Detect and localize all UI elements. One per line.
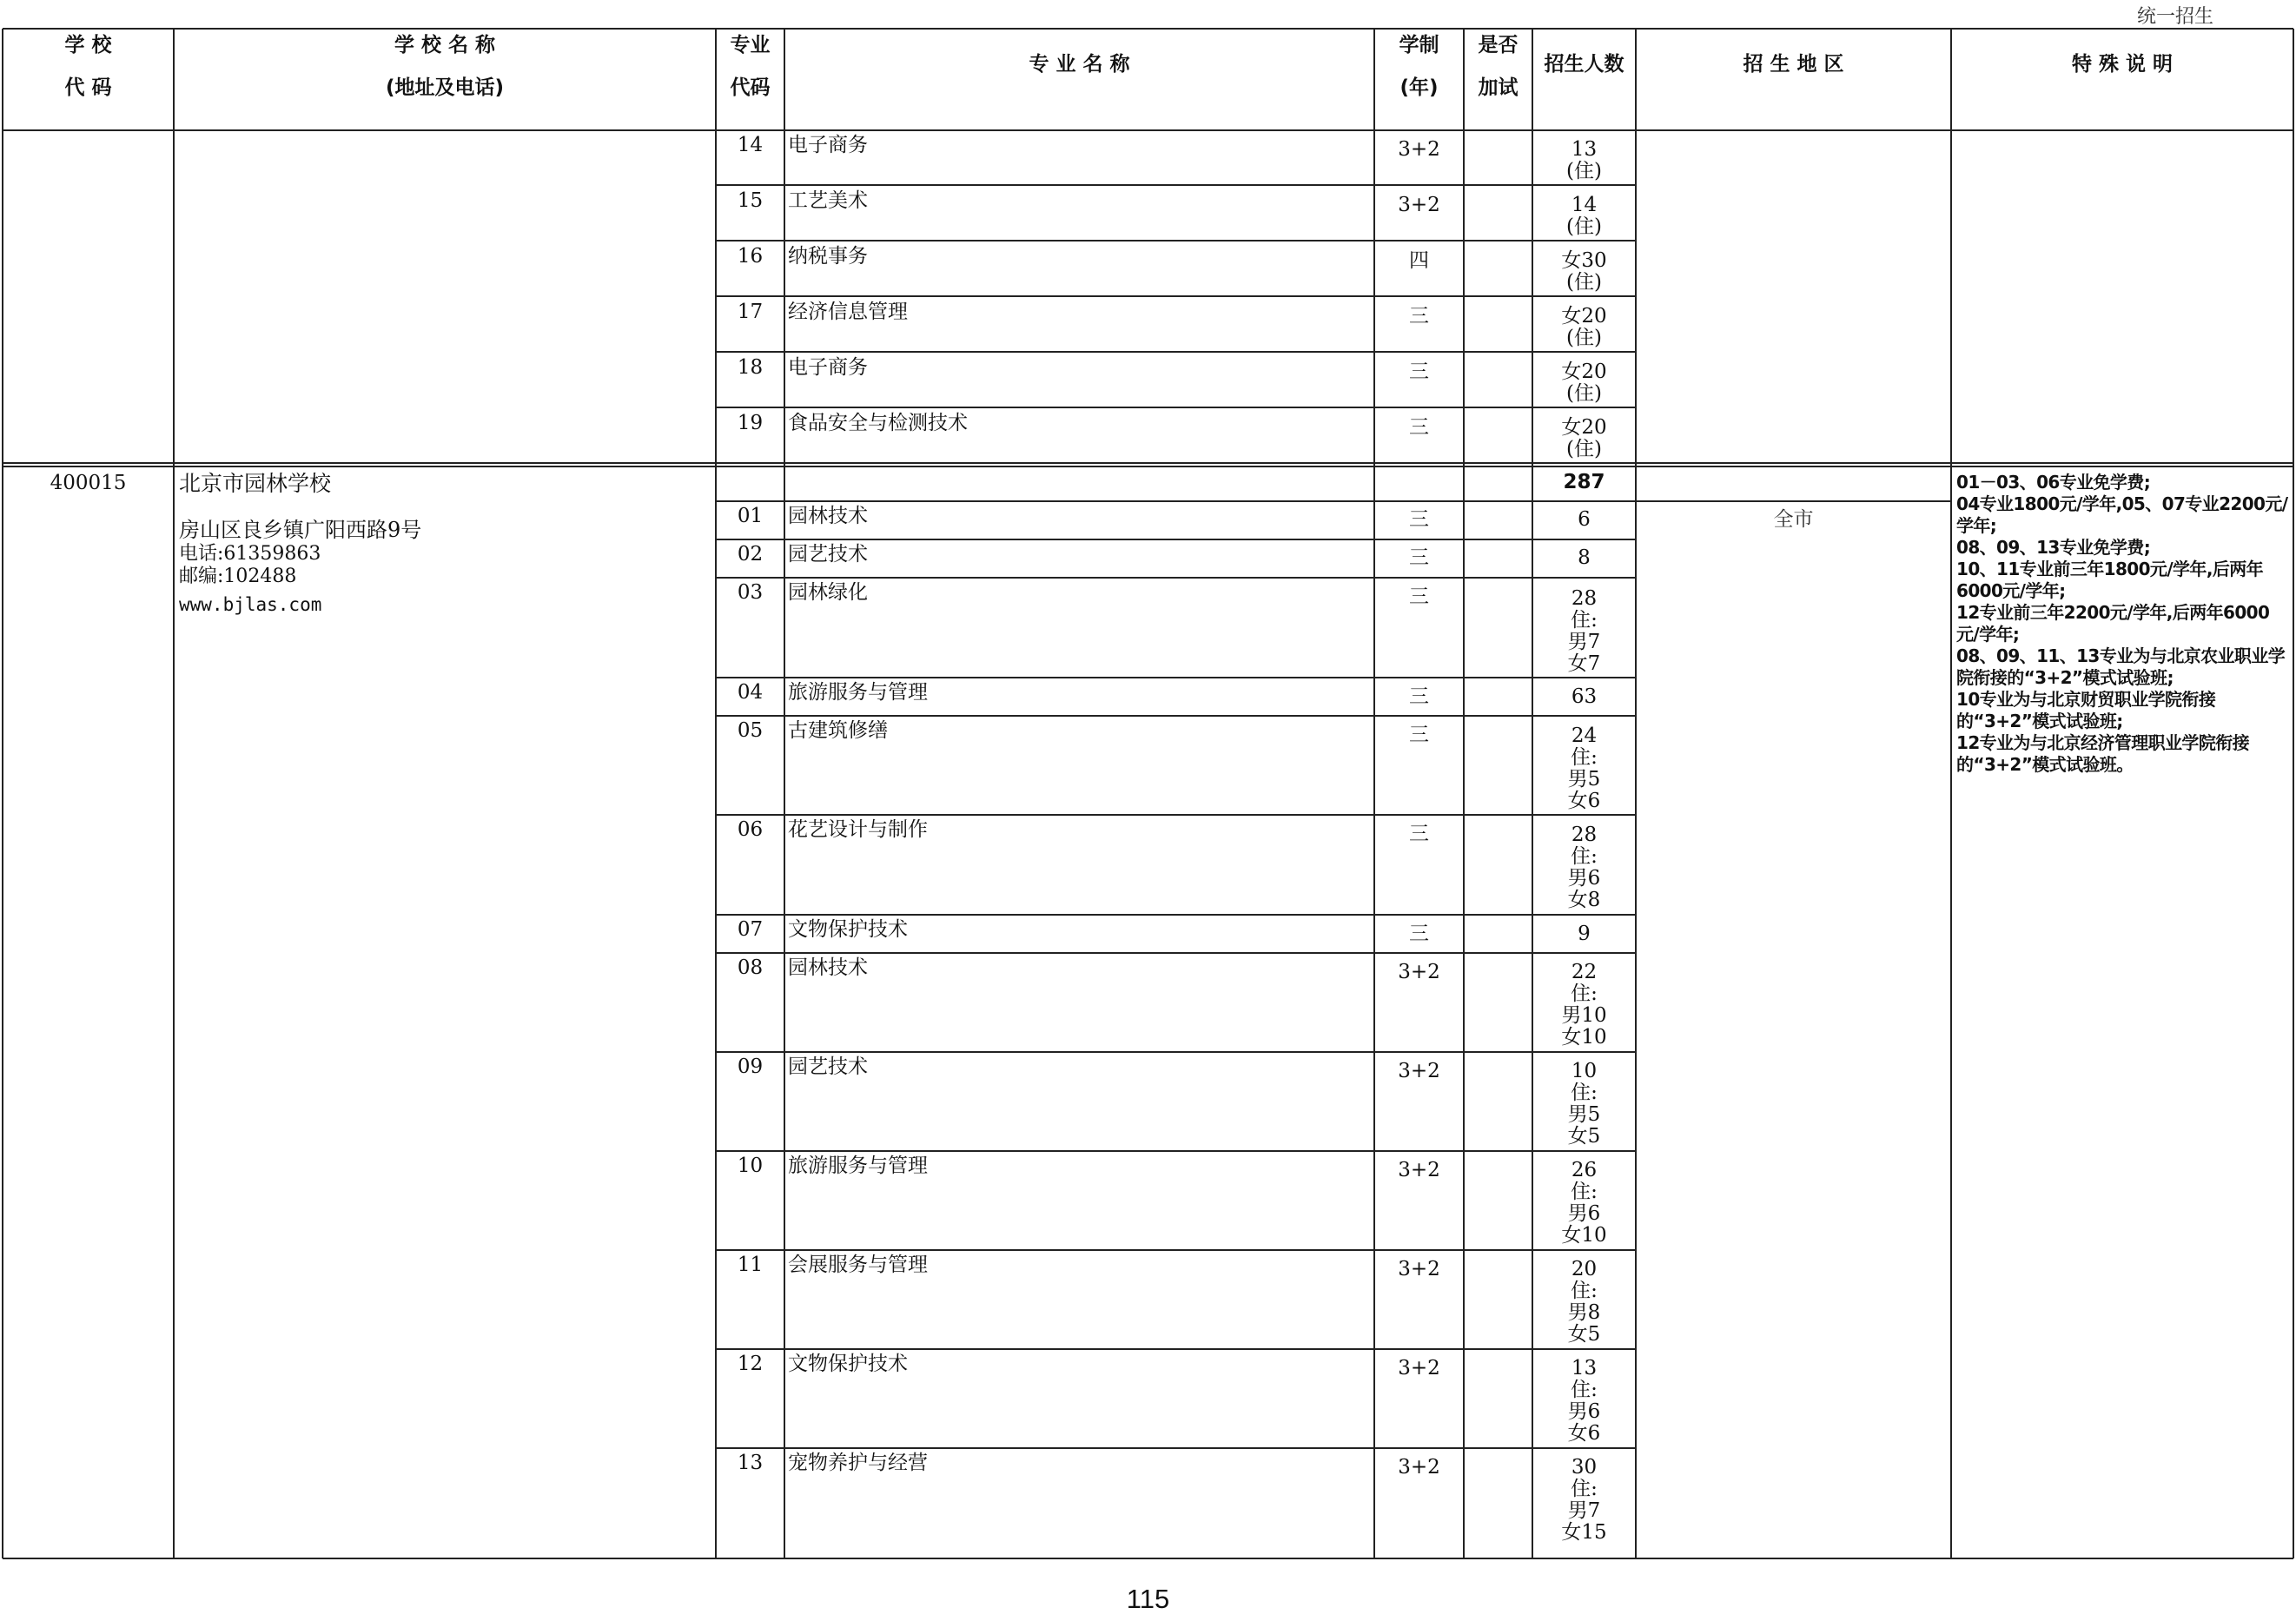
count-line: 男10	[1561, 1004, 1607, 1027]
table-row-count	[1532, 361, 1636, 405]
table-row-count	[1532, 250, 1636, 294]
count-line: 女15	[1561, 1521, 1607, 1544]
count-line: 男6	[1567, 1400, 1601, 1423]
table-row-count	[1532, 725, 1636, 812]
count-line: 28	[1571, 824, 1598, 846]
table-row-code: 02	[737, 543, 764, 566]
table-row-code: 11	[737, 1254, 764, 1276]
count-line: (住)	[1566, 215, 1602, 238]
table-row-duration: 3+2	[1398, 961, 1440, 983]
table-row-code: 12	[737, 1353, 764, 1375]
count-line: 住:	[1571, 1280, 1598, 1302]
count-line: 住:	[1571, 746, 1598, 769]
count-line: 男7	[1567, 631, 1601, 653]
header-school-code	[3, 35, 174, 99]
header-enrollment: 招生人数	[1544, 53, 1624, 76]
table-row-duration: 三	[1409, 923, 1429, 945]
header-school-name-line2: (地址及电话)	[385, 76, 505, 99]
table-row-duration: 3+2	[1398, 1357, 1440, 1380]
school-region: 全市	[1773, 508, 1814, 531]
table-row-name: 电子商务	[788, 356, 868, 379]
table-row-duration: 3+2	[1398, 1159, 1440, 1181]
table-row-count	[1532, 306, 1636, 349]
table-row-duration: 3+2	[1398, 138, 1440, 161]
table-row-name: 园艺技术	[788, 1055, 868, 1078]
count-line: 男6	[1567, 1202, 1601, 1225]
count-line: 女7	[1567, 652, 1601, 675]
table-row-name: 园林绿化	[788, 581, 868, 604]
table-row-duration: 三	[1409, 586, 1429, 608]
header-duration-line1: 学制	[1399, 34, 1439, 56]
count-line: 女5	[1567, 1323, 1601, 1346]
table-row-name: 宠物养护与经营	[788, 1452, 928, 1474]
count-line: 28	[1571, 587, 1598, 610]
note-line: 10、11专业前三年1800元/学年,后两年6000元/学年;	[1956, 559, 2264, 601]
count-line: 男8	[1567, 1301, 1601, 1324]
header-major-code-line1: 专业	[730, 34, 771, 56]
table-row-count	[1532, 1160, 1636, 1247]
table-row-count	[1532, 1358, 1636, 1445]
header-duration-line2: (年)	[1399, 76, 1439, 99]
table-row-duration: 三	[1409, 546, 1429, 569]
school-postcode: 邮编:102488	[179, 566, 297, 587]
table-row-count	[1532, 139, 1636, 182]
count-line: 女6	[1567, 1422, 1601, 1445]
count-line: 10	[1571, 1060, 1598, 1082]
table-row-duration: 三	[1409, 685, 1429, 708]
table-row-name: 旅游服务与管理	[788, 681, 928, 704]
header-region: 招 生 地 区	[1743, 53, 1844, 76]
page-number: 115	[1126, 1584, 1170, 1614]
count-line: 女30	[1561, 249, 1607, 272]
table-row-duration: 三	[1409, 823, 1429, 845]
count-line: 24	[1571, 724, 1598, 747]
table-row-name: 旅游服务与管理	[788, 1155, 928, 1177]
table-row-duration: 3+2	[1398, 1258, 1440, 1280]
count-line: 女10	[1561, 1026, 1607, 1049]
count-line: (住)	[1566, 271, 1602, 294]
table-row-code: 17	[737, 301, 764, 323]
table-row-name: 花艺设计与制作	[788, 818, 928, 841]
table-row-duration: 三	[1409, 416, 1429, 439]
note-line: 08、09、13专业免学费;	[1956, 537, 2151, 558]
table-row-count: 63	[1571, 685, 1598, 708]
note-line: 01－03、06专业免学费;	[1956, 472, 2151, 493]
table-row-count	[1532, 195, 1636, 238]
table-row-name: 食品安全与检测技术	[788, 412, 968, 434]
count-line: 女10	[1561, 1224, 1607, 1247]
table-row-duration: 3+2	[1398, 194, 1440, 216]
table-row-duration: 3+2	[1398, 1456, 1440, 1479]
school-address: 房山区良乡镇广阳西路9号	[179, 518, 422, 542]
count-line: 男6	[1567, 867, 1601, 890]
count-line: 13	[1571, 1357, 1598, 1380]
count-line: 住:	[1571, 1379, 1598, 1401]
count-line: 女20	[1561, 361, 1607, 383]
header-extra-test-line1: 是否	[1478, 34, 1519, 56]
count-line: 住:	[1571, 1181, 1598, 1203]
table-row-name: 古建筑修缮	[788, 719, 888, 742]
header-extra-test	[1464, 35, 1532, 99]
header-major-name: 专 业 名 称	[1029, 53, 1130, 76]
table-row-code: 14	[737, 134, 764, 156]
school-website[interactable]: www.bjlas.com	[179, 594, 322, 615]
table-row-code: 01	[737, 505, 764, 527]
school-phone: 电话:61359863	[179, 543, 321, 565]
count-line: 女5	[1567, 1125, 1601, 1148]
table-row-count: 8	[1578, 546, 1591, 569]
count-line: 住:	[1571, 983, 1598, 1005]
table-row-count	[1532, 824, 1636, 911]
table-row-count	[1532, 588, 1636, 675]
school-name: 北京市园林学校	[179, 471, 332, 496]
school-total: 287	[1563, 471, 1605, 493]
count-line: 20	[1571, 1258, 1598, 1280]
table-row-code: 13	[737, 1452, 764, 1474]
table-row-duration: 三	[1409, 508, 1429, 531]
header-duration	[1374, 35, 1464, 99]
table-row-name: 经济信息管理	[788, 301, 908, 323]
table-row-count: 6	[1578, 508, 1591, 531]
table-row-name: 工艺美术	[788, 189, 868, 212]
table-row-code: 07	[737, 918, 764, 941]
header-school-name-line1: 学 校 名 称	[394, 34, 496, 56]
table-row-duration: 三	[1409, 305, 1429, 328]
table-row-code: 16	[737, 245, 764, 268]
count-line: 13	[1571, 138, 1598, 161]
table-row-name: 纳税事务	[788, 245, 868, 268]
table-row-code: 03	[737, 581, 764, 604]
count-line: (住)	[1566, 160, 1602, 182]
count-line: 住:	[1571, 845, 1598, 868]
school-code: 400015	[50, 472, 127, 494]
table-row-count	[1532, 417, 1636, 460]
table-row-count	[1532, 1259, 1636, 1346]
table-row-code: 06	[737, 818, 764, 841]
header-school-name	[174, 35, 716, 99]
count-line: (住)	[1566, 382, 1602, 405]
note-line: 12专业为与北京经济管理职业学院衔接的“3+2”模式试验班。	[1956, 732, 2250, 775]
count-line: 14	[1571, 194, 1598, 216]
table-row-code: 04	[737, 681, 764, 704]
table-row-name: 会展服务与管理	[788, 1254, 928, 1276]
count-line: 男7	[1567, 1499, 1601, 1522]
count-line: 女6	[1567, 790, 1601, 812]
count-line: 男5	[1567, 768, 1601, 791]
table-row-count	[1532, 962, 1636, 1049]
table-row-code: 19	[737, 412, 764, 434]
school-notes	[1956, 472, 2292, 776]
table-row-name: 文物保护技术	[788, 918, 908, 941]
table-row-name: 园艺技术	[788, 543, 868, 566]
table-row-code: 18	[737, 356, 764, 379]
corner-label: 统一招生	[2136, 6, 2213, 28]
table-row-duration: 四	[1409, 249, 1429, 272]
table-row-duration: 三	[1409, 724, 1429, 746]
note-line: 12专业前三年2200元/学年,后两年6000元/学年;	[1956, 602, 2270, 645]
header-notes: 特 殊 说 明	[2071, 53, 2174, 76]
header-major-code	[716, 35, 784, 99]
header-extra-test-line2: 加试	[1478, 76, 1519, 99]
header-school-code-line2: 代 码	[64, 76, 112, 99]
note-line: 10专业为与北京财贸职业学院衔接的“3+2”模式试验班;	[1956, 689, 2216, 731]
table-row-name: 园林技术	[788, 505, 868, 527]
count-line: 住:	[1571, 609, 1598, 632]
count-line: (住)	[1566, 327, 1602, 349]
count-line: 女20	[1561, 416, 1607, 439]
header-school-code-line1: 学 校	[64, 34, 112, 56]
table-row-code: 10	[737, 1155, 764, 1177]
count-line: 26	[1571, 1159, 1598, 1181]
table-row-name: 电子商务	[788, 134, 868, 156]
count-line: 住:	[1571, 1478, 1598, 1500]
note-line: 08、09、11、13专业为与北京农业职业学院衔接的“3+2”模式试验班;	[1956, 645, 2286, 688]
count-line: 男5	[1567, 1103, 1601, 1126]
count-line: 22	[1571, 961, 1598, 983]
header-major-code-line2: 代码	[730, 76, 771, 99]
table-row-code: 08	[737, 956, 764, 979]
note-line: 04专业1800元/学年,05、07专业2200元/学年;	[1956, 493, 2288, 536]
table-row-count: 9	[1578, 923, 1591, 945]
count-line: 女20	[1561, 305, 1607, 328]
table-row-code: 05	[737, 719, 764, 742]
table-row-duration: 3+2	[1398, 1060, 1440, 1082]
table-row-name: 文物保护技术	[788, 1353, 908, 1375]
count-line: 女8	[1567, 889, 1601, 911]
count-line: 住:	[1571, 1082, 1598, 1104]
count-line: 30	[1571, 1456, 1598, 1479]
table-row-duration: 三	[1409, 361, 1429, 383]
table-row-name: 园林技术	[788, 956, 868, 979]
count-line: (住)	[1566, 438, 1602, 460]
table-row-count	[1532, 1061, 1636, 1148]
table-row-code: 15	[737, 189, 764, 212]
table-row-code: 09	[737, 1055, 764, 1078]
table-row-count	[1532, 1457, 1636, 1544]
